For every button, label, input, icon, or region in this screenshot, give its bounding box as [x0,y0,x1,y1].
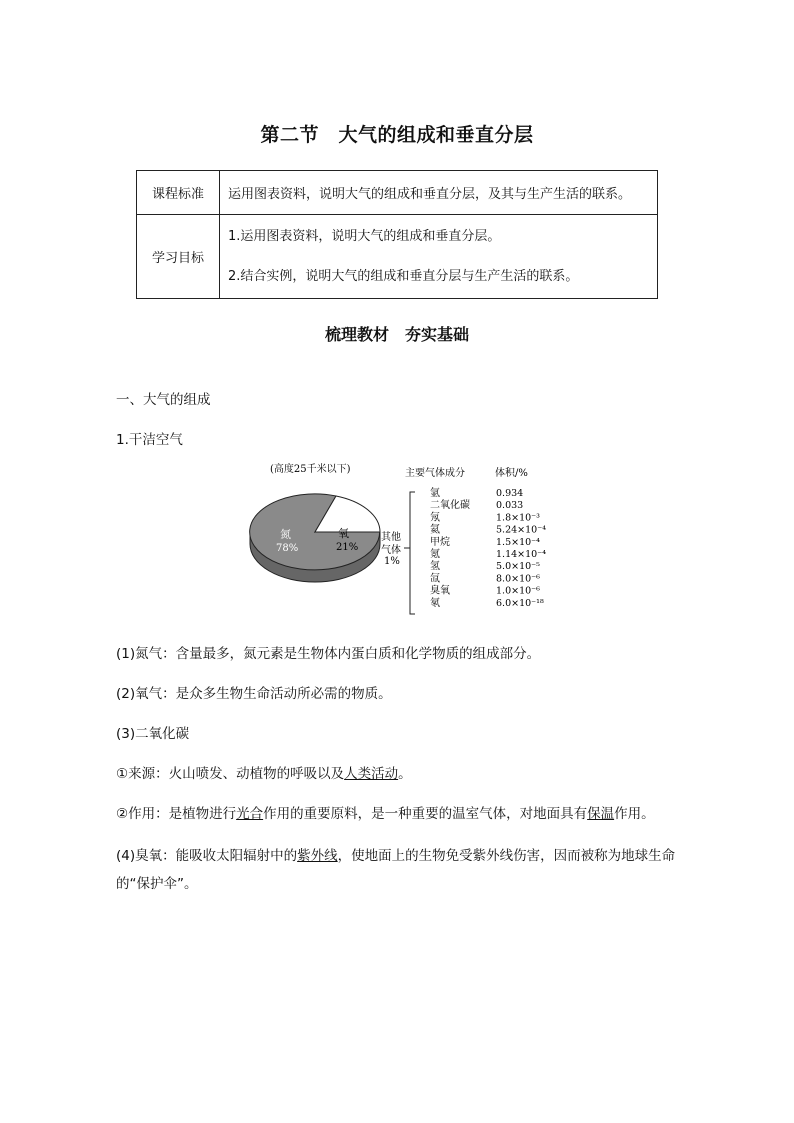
gas-name: 氖 [430,512,440,524]
gas-name: 氙 [430,573,440,585]
gas-name: 氦 [430,524,440,536]
nitrogen-percent: 78% [276,543,299,554]
co2-role-answer-2: 保温 [587,806,615,822]
gas-name: 二氧化碳 [430,500,470,512]
gas-volume: 1.8×10⁻³ [496,512,540,524]
learning-goal-1: 1.运用图表资料，说明大气的组成和垂直分层。 [228,228,501,244]
gas-volume: 1.0×10⁻⁶ [496,585,540,597]
heading-atmosphere-composition: 一、大气的组成 [116,392,211,408]
gas-volume: 1.14×10⁻⁴ [496,549,547,560]
paragraph-nitrogen: (1)氮气：含量最多，氮元素是生物体内蛋白质和化学物质的组成部分。 [116,646,541,662]
gas-column-header: 主要气体成分 [405,468,465,479]
gas-name: 氢 [430,561,440,573]
other-gas-label-1: 其他 [381,532,401,543]
course-standard-label: 课程标准 [137,171,220,215]
gas-name: 氪 [430,549,440,560]
gas-volume: 1.5×10⁻⁴ [496,536,540,548]
oxygen-label: 氧 [338,527,349,540]
page-title: 第二节 大气的组成和垂直分层 [260,124,534,146]
other-gas-label-2: 气体 [381,545,401,556]
section-title: 梳理教材 夯实基础 [324,325,469,344]
learning-goal-cell [220,215,658,299]
co2-source-end: 。 [398,766,412,782]
gas-volume: 5.0×10⁻⁵ [496,561,540,573]
gas-name: 氩 [430,488,440,499]
co2-role-text-3: 作用。 [614,806,655,822]
gas-rows [430,486,546,609]
ozone-text-3: 命的“保护伞”。 [116,848,676,892]
paragraph-co2-role [116,802,655,822]
ozone-text-1: (4)臭氧：能吸收太阳辐射中的 [116,848,298,864]
paragraph-co2-heading: (3)二氧化碳 [116,726,190,742]
heading-dry-air: 1.干洁空气 [116,432,183,448]
gas-volume: 0.033 [496,500,524,512]
gas-volume: 6.0×10⁻¹⁸ [496,597,544,609]
other-gas-percent: 1% [384,556,400,567]
paragraph-ozone [116,842,686,898]
co2-role-text-2: 作用的重要原料，是一种重要的温室气体，对地面具有 [263,806,588,822]
course-standard-text: 运用图表资料，说明大气的组成和垂直分层，及其与生产生活的联系。 [220,171,658,215]
volume-column-header: 体积/% [495,468,528,479]
gas-volume: 8.0×10⁻⁶ [496,573,540,585]
gas-volume: 0.934 [496,488,524,499]
co2-source-answer: 人类活动 [344,766,399,782]
paragraph-oxygen: (2)氧气：是众多生物生命活动所必需的物质。 [116,686,392,702]
co2-source-text: ①来源：火山喷发、动植物的呼吸以及 [116,766,345,782]
gas-name: 氡 [430,597,440,609]
learning-goal-2: 2.结合实例，说明大气的组成和垂直分层与生产生活的联系。 [228,268,579,284]
co2-role-text-1: ②作用：是植物进行 [116,806,237,822]
gas-volume: 5.24×10⁻⁴ [496,524,547,536]
oxygen-percent: 21% [336,542,359,553]
gas-bracket [404,492,415,614]
ozone-answer: 紫外线 [297,848,338,864]
paragraph-co2-source [116,762,412,782]
figure-height-caption: (高度25千米以下) [270,464,351,475]
gas-name: 臭氧 [430,585,450,597]
nitrogen-label: 氮 [280,528,291,541]
learning-goal-label: 学习目标 [137,215,220,299]
co2-role-answer-1: 光合 [236,806,264,822]
dry-air-composition-figure [240,462,570,622]
standards-table [136,170,658,299]
ozone-text-2: ，使地面上的生物免受紫外线伤害，因而被称为地球生 [337,848,662,864]
gas-name: 甲烷 [430,536,450,548]
